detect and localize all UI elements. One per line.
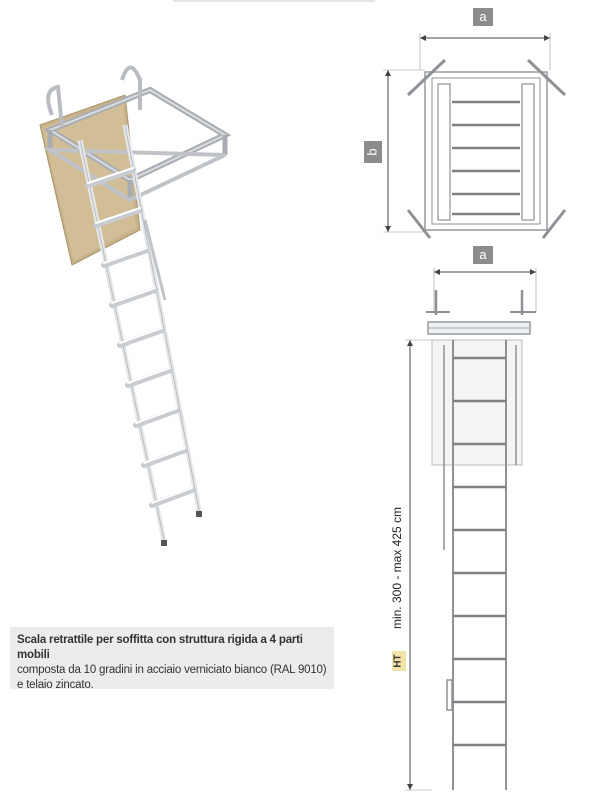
caption-desc-line1: composta da 10 gradini in acciaio verniciato bianco (RAL 9010) bbox=[17, 664, 327, 676]
height-tag-text: HT bbox=[393, 654, 404, 668]
caption-title: Scala retrattile per soffitta con struttura rigida a 4 parti mobili bbox=[17, 634, 303, 661]
dimension-a-badge-top: a bbox=[473, 8, 493, 26]
dimension-b-text: b bbox=[364, 148, 380, 156]
ladder-product-illustration bbox=[30, 40, 280, 560]
dimension-a-badge-bottom: a bbox=[473, 246, 493, 264]
dimension-b-badge bbox=[364, 141, 382, 163]
technical-drawings bbox=[360, 0, 590, 812]
top-view-drawing bbox=[383, 33, 565, 238]
top-divider bbox=[173, 0, 375, 2]
height-range-label: min. 300 - max 425 cm bbox=[390, 506, 404, 630]
height-tag bbox=[392, 651, 406, 671]
elevation-drawing bbox=[405, 268, 536, 790]
caption-desc-line2: e telaio zincato. bbox=[17, 679, 94, 691]
product-caption bbox=[10, 627, 334, 689]
